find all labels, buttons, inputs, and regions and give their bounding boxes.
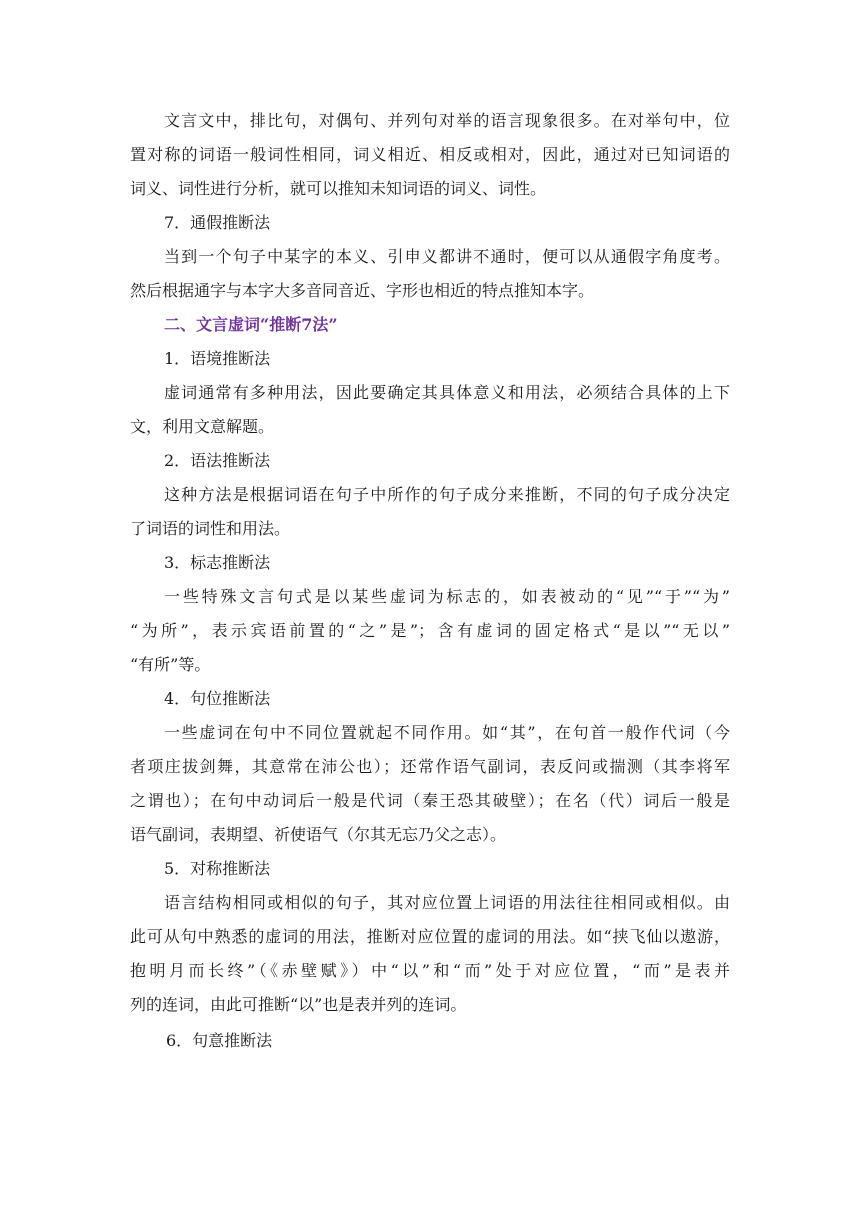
- text-line: 语气副词，表期望、祈使语气（尔其无忘乃父之志）。: [130, 825, 507, 844]
- paragraph-context: [130, 385, 730, 435]
- subheading-tongjia: 7．通假推断法: [164, 213, 271, 232]
- text-line: 此可从句中熟悉的虚词的用法，推断对应位置的虚词的用法。如“挟飞仙以遨游，: [130, 927, 730, 946]
- subheading-meaning: 6．句意推断法: [166, 1031, 273, 1050]
- subheading-symmetry: 5．对称推断法: [164, 859, 271, 878]
- text-line: “有所”等。: [130, 655, 211, 674]
- paragraph-marker: [130, 589, 730, 673]
- text-line: 语言结构相同或相似的句子，其对应位置上词语的用法往往相同或相似。由: [164, 893, 730, 912]
- text-line: “为所”，表示宾语前置的“之”是”；含有虚词的固定格式“是以”“无以”: [130, 621, 730, 640]
- document-body: [130, 103, 730, 1049]
- paragraph-tongjia: [130, 249, 730, 299]
- text-line: 文言文中，排比句，对偶句、并列句对举的语言现象很多。在对举句中，位: [164, 111, 730, 130]
- text-line: 者项庄拔剑舞，其意常在沛公也）；还常作语气副词，表反问或揣测（其李将军: [130, 757, 730, 776]
- text-line: 一些特殊文言句式是以某些虚词为标志的，如表被动的“见”“于”“为”: [164, 587, 730, 606]
- text-line: 当到一个句子中某字的本义、引申义都讲不通时，便可以从通假字角度考。: [164, 247, 730, 266]
- text-line: 一些虚词在句中不同位置就起不同作用。如“其”，在句首一般作代词（今: [164, 723, 730, 742]
- text-line: 之谓也）；在句中动词后一般是代词（秦王恐其破壁）；在名（代）词后一般是: [130, 791, 730, 810]
- text-line: 置对称的词语一般词性相同，词义相近、相反或相对，因此，通过对已知词语的: [130, 145, 730, 164]
- paragraph-position: [130, 725, 730, 843]
- text-line: 虚词通常有多种用法，因此要确定其具体意义和用法，必须结合具体的上下: [164, 383, 730, 402]
- text-line: 词义、词性进行分析，就可以推知未知词语的词义、词性。: [130, 179, 547, 198]
- paragraph-parallel-sentences: [130, 113, 730, 197]
- paragraph-grammar: [130, 487, 730, 537]
- subheading-marker: 3．标志推断法: [164, 553, 271, 572]
- subheading-context: 1．语境推断法: [164, 349, 271, 368]
- text-line: 文，利用文意解题。: [130, 417, 275, 436]
- subheading-grammar: 2．语法推断法: [164, 451, 271, 470]
- text-line: 这种方法是根据词语在句子中所作的句子成分来推断，不同的句子成分决定: [164, 485, 730, 504]
- text-line: 抱明月而长终”（《赤壁赋》）中“以”和“而”处于对应位置，“而”是表并: [130, 961, 730, 980]
- section-heading: 二、文言虚词“推断7法”: [164, 315, 338, 334]
- text-line: 然后根据通字与本字大多音同音近、字形也相近的特点推知本字。: [130, 281, 595, 300]
- paragraph-symmetry: [130, 895, 730, 1013]
- subheading-position: 4．句位推断法: [164, 689, 271, 708]
- text-line: 了词语的词性和用法。: [130, 519, 291, 538]
- text-line: 列的连词，由此可推断“以”也是表并列的连词。: [130, 995, 467, 1014]
